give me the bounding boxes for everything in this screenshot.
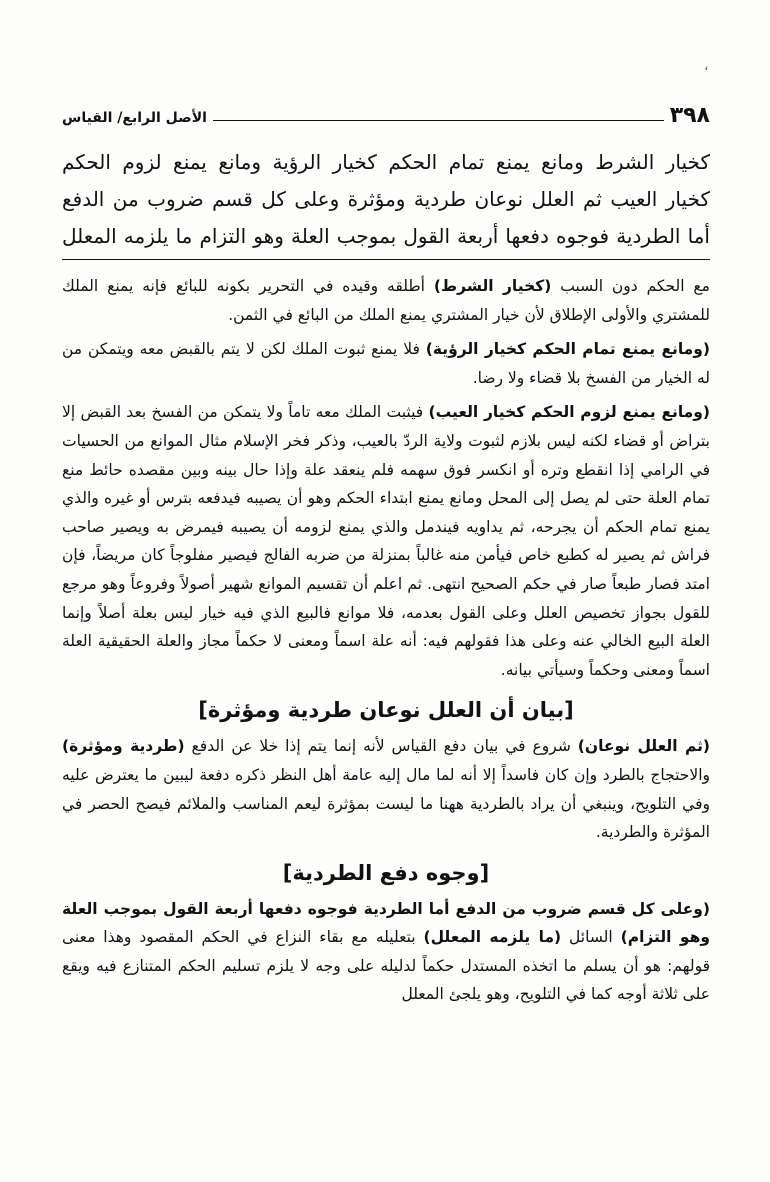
commentary-text: مع الحكم دون السبب xyxy=(551,277,710,295)
commentary-text: فلا يمنع ثبوت الملك لكن لا يتم بالقبض معه ويتمكن من له الخيار من الفسخ بلا قضاء ولا رضا. xyxy=(62,340,710,387)
quoted-matn: (طردية ومؤثرة) xyxy=(62,737,185,756)
commentary-paragraph xyxy=(62,895,710,1009)
running-title: الأصل الرابع/ القياس xyxy=(62,110,207,126)
matn-line: كخيار الشرط ومانع يمنع تمام الحكم كخيار الرؤية ومانع يمنع لزوم الحكم xyxy=(62,150,710,174)
commentary-paragraph xyxy=(62,398,710,684)
commentary-text: شروع في بيان دفع القياس لأنه إنما يتم إذا خلا عن الدفع xyxy=(184,737,578,756)
section-heading: [بيان أن العلل نوعان طردية ومؤثرة] xyxy=(198,698,574,723)
commentary-paragraph xyxy=(62,732,710,846)
commentary-text: فيثبت الملك معه تاماً ولا يتمكن من الفسخ بعد القبض إلا بتراض أو قضاء لكنه ليس بلازم لثبوت ولاية الردّ بالعيب، وذكر فخر الإسلام مثال الموانع من الحسيات في الرامي إذا انقطع وتره أو انكسر فوق سهمه فلم ينعقد علة وإذا حال بينه وبين مقصده حائط منع تمام العلة حتى لم يصل إلى المحل ومانع يمنع ابتداء الحكم وهو أن يصيبه فيدفعه بترس أو غيره والذي يمنع تمام الحكم أن يجرحه، ثم يداويه فيندمل والذي يمنع لزومه أن يصيبه فيمرض به ويصير صاحب فراش ثم يصير له كطبع خاص فيأمن منه غالباً بمنزلة من ضربه الفالج فيصير مفلوجاً كان مريضاً، فإن امتد فصار طبعاً صار في حكم الصحيح انتهى. ثم اعلم أن تقسيم الموانع شهير أصولاً وفروعاً وهو مرجع للقول بجواز تخصيص العلل وعلى القول بعدمه، فلا موانع فالبيع الذي فيه خيار ليس بعلة أصلاً وإنما العلة البيع الخالي عنه وعلى هذا فقولهم فيه: أنه علة اسماً ومعنى لا حكماً مجاز والعلة الحقيقية العلة اسماً ومعنى وحكماً وسيأتي بيانه. xyxy=(62,403,710,679)
quoted-matn: (ومانع يمنع لزوم الحكم كخيار العيب) xyxy=(428,403,710,422)
quoted-matn: (ثم العلل نوعان) xyxy=(577,737,710,756)
commentary-paragraph xyxy=(62,272,710,329)
commentary-paragraph xyxy=(62,335,710,392)
quoted-matn: (وعلى كل قسم ضروب من الدفع أما الطردية فوجوه دفعها أربعة القول بموجب العلة وهو التزام) xyxy=(62,899,710,947)
section-heading: [وجوه دفع الطردية] xyxy=(282,860,490,885)
quoted-matn: (ومانع يمنع تمام الحكم كخيار الرؤية) xyxy=(425,340,710,359)
commentary-text: السائل xyxy=(561,928,621,947)
commentary-text: بتعليله مع بقاء النزاع في الحكم المقصود وهذا معنى قولهم: هو أن يسلم ما اتخذه المستدل حكماً لدليله على وجه لا يلزم تسليم الحكم المتنازع فيه ويقع على ثلاثة أوجه كما في التلويح، وهو يلجئ المعلل xyxy=(62,928,710,1004)
commentary-text: أطلقه وقيده في التحرير بكونه للبائع فإنه يمنع الملك للمشتري والأولى الإطلاق لأن خيار المشتري يمنع الملك من البائع في الثمن. xyxy=(62,277,710,324)
header-rule xyxy=(213,120,664,121)
matn-line: كخيار العيب ثم العلل نوعان طردية ومؤثرة وعلى كل قسم ضروب من الدفع xyxy=(62,187,710,211)
page-number: ٣٩٨ xyxy=(669,103,710,128)
corner-mark: ، xyxy=(704,58,709,74)
matn-line: أما الطردية فوجوه دفعها أربعة القول بموجب العلة وهو التزام ما يلزمه المعلل xyxy=(62,224,710,248)
commentary-text: والاحتجاج بالطرد وإن كان فاسداً إلا أنه لما مال إليه عامة أهل النظر ذكره دفعة ليبين ما يعترض عليه وفي التلويح، وينبغي أن يراد بالطردية ههنا ما ليست بمؤثرة ليعم المناسب والملائم فيصح الحصر في المؤثرة والطردية. xyxy=(62,765,710,842)
page-header xyxy=(62,98,710,128)
quoted-matn: (كخيار الشرط) xyxy=(433,277,552,295)
commentary xyxy=(62,272,710,1015)
matn-text xyxy=(62,144,710,255)
footnote-divider xyxy=(62,259,710,260)
quoted-matn: (ما يلزمه المعلل) xyxy=(423,928,562,947)
